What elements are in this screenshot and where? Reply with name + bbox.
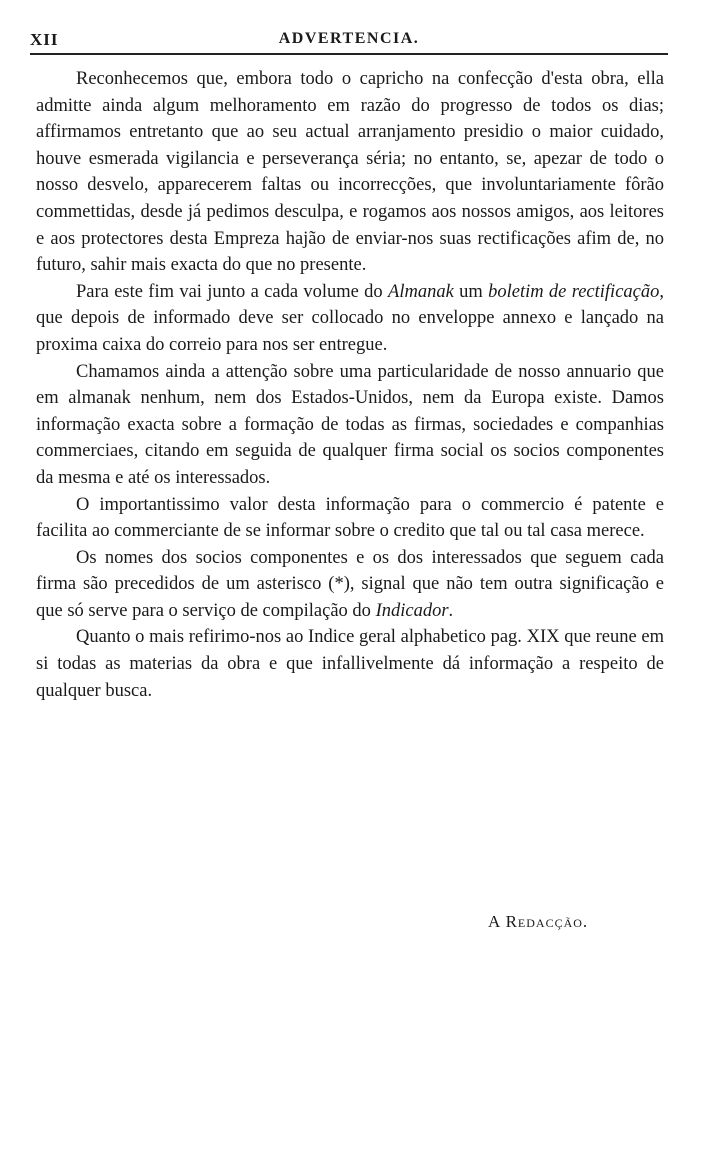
- paragraph-4-text: O importantissimo valor desta informação para o commercio é patente e facilita ao commerciante de se informar sobre o credito que tal ou tal casa merece.: [36, 494, 664, 542]
- boletim-title: boletim de rectificação: [488, 281, 660, 302]
- indicador-title: Indicador: [375, 600, 449, 621]
- page-header: [30, 30, 668, 54]
- paragraph-2: [36, 279, 664, 359]
- paragraph-1-text: Reconhecemos que, embora todo o capricho na confecção d'esta obra, ella admitte ainda algum melhoramento em razão do progresso de todos os dias; affirmamos entretanto que ao seu actual arranjamento presidio o maior cuidado, houve esmerada vigilancia e perseverança séria; no entanto, se, apezar de todo o nosso desvelo, apparecerem faltas ou incorrecções, que involuntariamente fôrão commettidas, desde já pedimos desculpa, e rogamos aos nossos amigos, aos leitores e aos protectores desta Empreza hajão de enviar-nos suas rectificações afim de, no futuro, sahir mais exacta do que no presente.: [36, 69, 664, 276]
- paragraph-1: [36, 66, 664, 279]
- paragraph-2-pre: Para este fim vai junto a cada volume do: [76, 281, 389, 302]
- paragraph-6: [36, 624, 664, 704]
- paragraph-4: [36, 492, 664, 545]
- paragraph-6-text: Quanto o mais refirimo-nos ao Indice geral alphabetico pag. XIX que reune em si todas as materias da obra e que infallivelmente dá informação a respeito de qualquer busca.: [36, 627, 664, 701]
- paragraph-5: [36, 545, 664, 625]
- signature-name: Redacção.: [505, 912, 589, 931]
- advertencia-body: [36, 66, 664, 704]
- header-rule: [30, 53, 668, 55]
- almanak-title: Almanak: [388, 281, 454, 302]
- page-number: XII: [30, 30, 59, 49]
- signature: [488, 912, 588, 932]
- paragraph-5-post: .: [448, 600, 454, 621]
- signature-prefix: A: [488, 912, 501, 931]
- paragraph-3-text: Chamamos ainda a attenção sobre uma particularidade de nosso annuario que em almanak nenhum, nem dos Estados-Unidos, nem da Europa existe. Damos informação exacta sobre a formação de todas as firmas, sociedades e companhias commerciaes, citando em seguida de qualquer firma social os socios componentes da mesma e até os interessados.: [36, 361, 664, 488]
- paragraph-2-post: , que depois de informado deve ser collocado no enveloppe annexo e lançado na proxima caixa do correio para nos ser entregue.: [36, 281, 664, 355]
- running-title: ADVERTENCIA.: [278, 30, 420, 47]
- paragraph-2-mid: um: [453, 281, 489, 302]
- paragraph-3: [36, 359, 664, 492]
- paragraph-5-pre: Os nomes dos socios componentes e os dos interessados que seguem cada firma são precedidos de um asterisco (*), signal que não tem outra significação e que só serve para o serviço de compilação do: [36, 547, 664, 621]
